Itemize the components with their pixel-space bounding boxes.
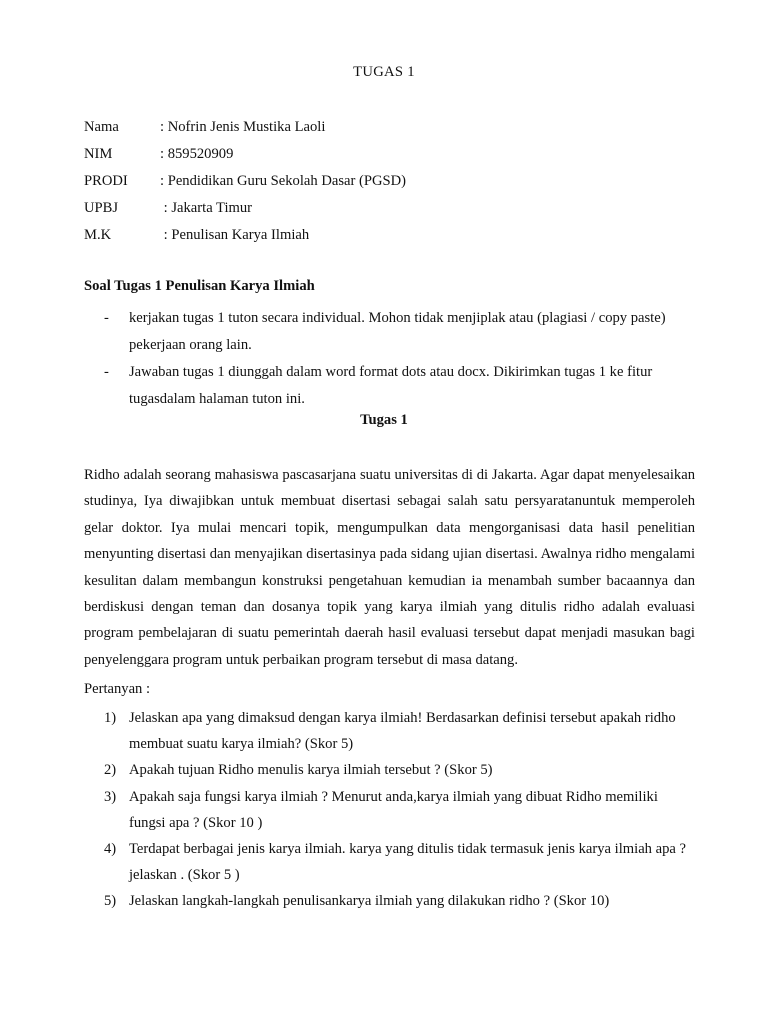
question-number: 5) bbox=[104, 893, 117, 910]
question-text: Apakah saja fungsi karya ilmiah ? Menurut anda,karya ilmiah yang dibuat Ridho memiliki fungsi apa ? (Skor 10 ) bbox=[129, 788, 658, 831]
document-title: TUGAS 1 bbox=[353, 64, 415, 80]
question-number: 4) bbox=[104, 841, 117, 858]
identity-label: M.K bbox=[84, 227, 112, 243]
question-text: Terdapat berbagai jenis karya ilmiah. karya yang ditulis tidak termasuk jenis karya ilmiah apa ? jelaskan . (Skor 5 ) bbox=[129, 841, 686, 884]
identity-value: : Jakarta Timur bbox=[160, 200, 253, 216]
assignment-subtitle: Tugas 1 bbox=[360, 412, 408, 428]
question-number: 1) bbox=[104, 710, 117, 726]
instruction-marker: - bbox=[104, 310, 109, 326]
identity-value: : 859520909 bbox=[160, 146, 234, 162]
question-item bbox=[104, 705, 694, 757]
identity-row-prodi bbox=[84, 172, 406, 199]
question-number: 2) bbox=[104, 762, 117, 779]
identity-row-mk bbox=[84, 226, 406, 253]
question-text: Jelaskan apa yang dimaksud dengan karya ilmiah! Berdasarkan definisi tersebut apakah ridho membuat suatu karya ilmiah? (Skor 5) bbox=[129, 710, 676, 753]
questions-list bbox=[104, 705, 694, 915]
instructions-list bbox=[104, 305, 694, 413]
question-text: Jelaskan langkah-langkah penulisankarya ilmiah yang dilakukan ridho ? (Skor 10) bbox=[129, 893, 610, 910]
instruction-item bbox=[104, 305, 694, 359]
question-item bbox=[104, 888, 694, 914]
questions-label: Pertanyan : bbox=[84, 681, 151, 697]
identity-value: : Pendidikan Guru Sekolah Dasar (PGSD) bbox=[160, 173, 407, 189]
identity-label: PRODI bbox=[84, 173, 128, 189]
question-number: 3) bbox=[104, 788, 117, 805]
question-item bbox=[104, 757, 694, 783]
identity-label: UPBJ bbox=[84, 200, 119, 216]
instruction-marker: - bbox=[104, 364, 109, 380]
instruction-item bbox=[104, 359, 694, 413]
question-item bbox=[104, 784, 694, 836]
question-text: Apakah tujuan Ridho menulis karya ilmiah tersebut ? (Skor 5) bbox=[129, 762, 493, 779]
section-heading: Soal Tugas 1 Penulisan Karya Ilmiah bbox=[84, 278, 315, 294]
identity-row-upbj bbox=[84, 199, 406, 226]
case-paragraph: Ridho adalah seorang mahasiswa pascasarjana suatu universitas di di Jakarta. Agar dapat menyelesaikan studinya, Iya diwajibkan untuk membuat disertasi sebagai salah satu persyaratanuntuk memperoleh gelar doktor. Iya mulai mencari topik, mengumpulkan data mengorganisasi data hasil penelitian menyunting disertasi dan menyajikan disertasinya pada sidang ujian disertasi. Awalnya ridho mengalami kesulitan dalam membangun konstruksi pengetahuan kemudian ia menambah sumber bacaannya dan berdiskusi dengan teman dan dosanya topik yang karya ilmiah yang ditulis ridho adalah evaluasi program pembelajaran di suatu pemerintah daerah hasil evaluasi tersebut dapat menjadi masukan bagi penyelenggara program untuk perbaikan program tersebut di masa datang. bbox=[84, 467, 695, 668]
identity-label: Nama bbox=[84, 119, 119, 135]
instruction-text: Jawaban tugas 1 diunggah dalam word format dots atau docx. Dikirimkan tugas 1 ke fitur tugasdalam halaman tuton ini. bbox=[129, 364, 653, 407]
identity-value: : Nofrin Jenis Mustika Laoli bbox=[160, 119, 326, 135]
identity-block bbox=[84, 118, 406, 253]
instruction-text: kerjakan tugas 1 tuton secara individual. Mohon tidak menjiplak atau (plagiasi / copy paste) pekerjaan orang lain. bbox=[129, 310, 666, 353]
identity-row-nama bbox=[84, 118, 406, 145]
identity-row-nim bbox=[84, 145, 406, 172]
question-item bbox=[104, 836, 694, 888]
identity-value: : Penulisan Karya Ilmiah bbox=[160, 227, 310, 243]
identity-label: NIM bbox=[84, 146, 113, 162]
